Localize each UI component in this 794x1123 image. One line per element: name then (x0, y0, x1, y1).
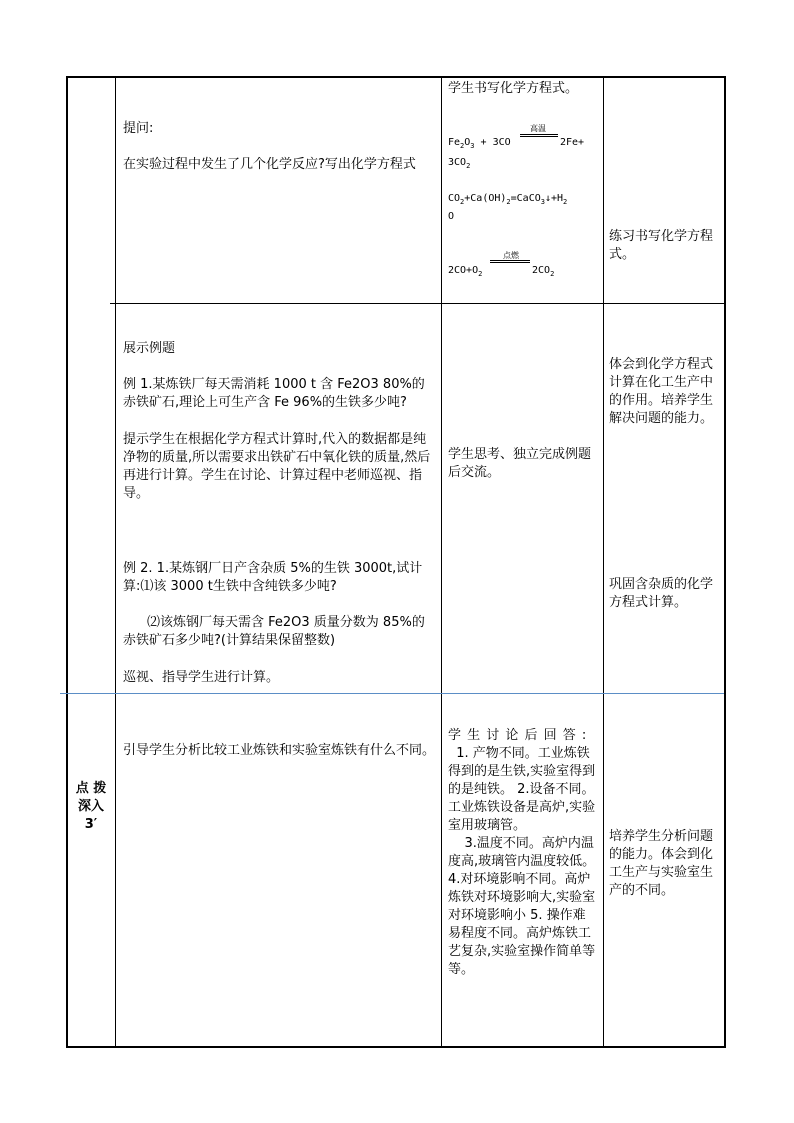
row-divider-2 (60, 693, 724, 694)
row-divider-1 (110, 303, 724, 304)
question-text: 在实验过程中发生了几个化学反应?写出化学方程式 (123, 157, 416, 172)
equation-1-continuation: $3CO_2$ (448, 157, 471, 170)
stage-label (70, 780, 112, 834)
student-think-exchange: 学生思考、独立完成例题后交流。 (448, 447, 592, 480)
equation-3-left: $2CO+O_2$ (448, 265, 483, 278)
comparison-prompt: 引导学生分析比较工业炼铁和实验室炼铁有什么不同。 (123, 743, 436, 758)
equation-3-arrow (490, 260, 530, 263)
equation-2-line-2: O (448, 211, 455, 222)
student-answer-line-3: 3.温度不同。高炉内温度高,玻璃管内温度较低。4.对环境影响不同。高炉炼铁对环境影响大,实验室对环境影响小 5. 操作难易程度不同。高炉炼铁工艺复杂,实验室操作简单等等。 (448, 836, 596, 977)
equation-1-left: $Fe_2O_3 + 3CO$ (448, 137, 511, 150)
column-divider-3 (603, 78, 604, 1046)
equation-1-condition: 高温 (530, 124, 546, 133)
student-answer-line-2: 1. 产物不同。工业炼铁得到的是生铁,实验室得到的是纯铁。 2.设备不同。工业炼铁设备是高炉,实验室用玻璃管。 (448, 746, 596, 833)
stage-label-line-2: 深入 (77, 799, 104, 814)
example-hint: 提示学生在根据化学方程式计算时,代入的数据都是纯净物的质量,所以需要求出铁矿石中氧化铁的质量,然后再进行计算。学生在讨论、计算过程中老师巡视、指导。 (123, 432, 431, 501)
equation-1-right: 2Fe+ (560, 137, 585, 148)
equation-3-condition: 点燃 (503, 251, 519, 260)
example-2-part-1: 例 2. 1.某炼钢厂日产含杂质 5%的生铁 3000t,试计算:⑴该 3000 t生铁中含纯铁多少吨? (123, 561, 423, 594)
examples-title: 展示例题 (123, 341, 176, 356)
equation-1-arrow (520, 134, 558, 137)
row2-purpose-b: 巩固含杂质的化学方程式计算。 (609, 577, 714, 610)
equation-3-right: $2CO_2$ (532, 265, 555, 278)
question-label: 提问: (123, 121, 154, 136)
row3-purpose: 培养学生分析问题的能力。体会到化工生产与实验室生产的不同。 (609, 829, 714, 898)
row1-purpose: 练习书写化学方程式。 (609, 229, 714, 262)
row2-purpose-a: 体会到化学方程式计算在化工生产中的作用。培养学生解决问题的能力。 (609, 357, 714, 426)
student-answer (448, 727, 598, 979)
example-1: 例 1.某炼铁厂每天需消耗 1000 t 含 Fe2O3 80%的赤铁矿石,理论上可生产含 Fe 96%的生铁多少吨? (123, 377, 425, 410)
column-divider-2 (441, 78, 442, 1046)
stage-label-line-1: 点 拨 (75, 781, 107, 796)
patrol-guidance: 巡视、指导学生进行计算。 (123, 670, 280, 685)
student-writes-equations: 学生书写化学方程式。 (448, 81, 579, 96)
equation-2-line-1: $CO_2+Ca(OH)_2=CaCO_3↓+H_2$ (448, 193, 568, 206)
stage-label-time: 3′ (84, 817, 98, 832)
student-answer-line-1: 学 生 讨 论 后 回 答 : (448, 728, 588, 743)
column-divider-1 (115, 78, 116, 1046)
example-2-part-2: ⑵该炼钢厂每天需含 Fe2O3 质量分数为 85%的赤铁矿石多少吨?(计算结果保留整数) (123, 615, 425, 648)
